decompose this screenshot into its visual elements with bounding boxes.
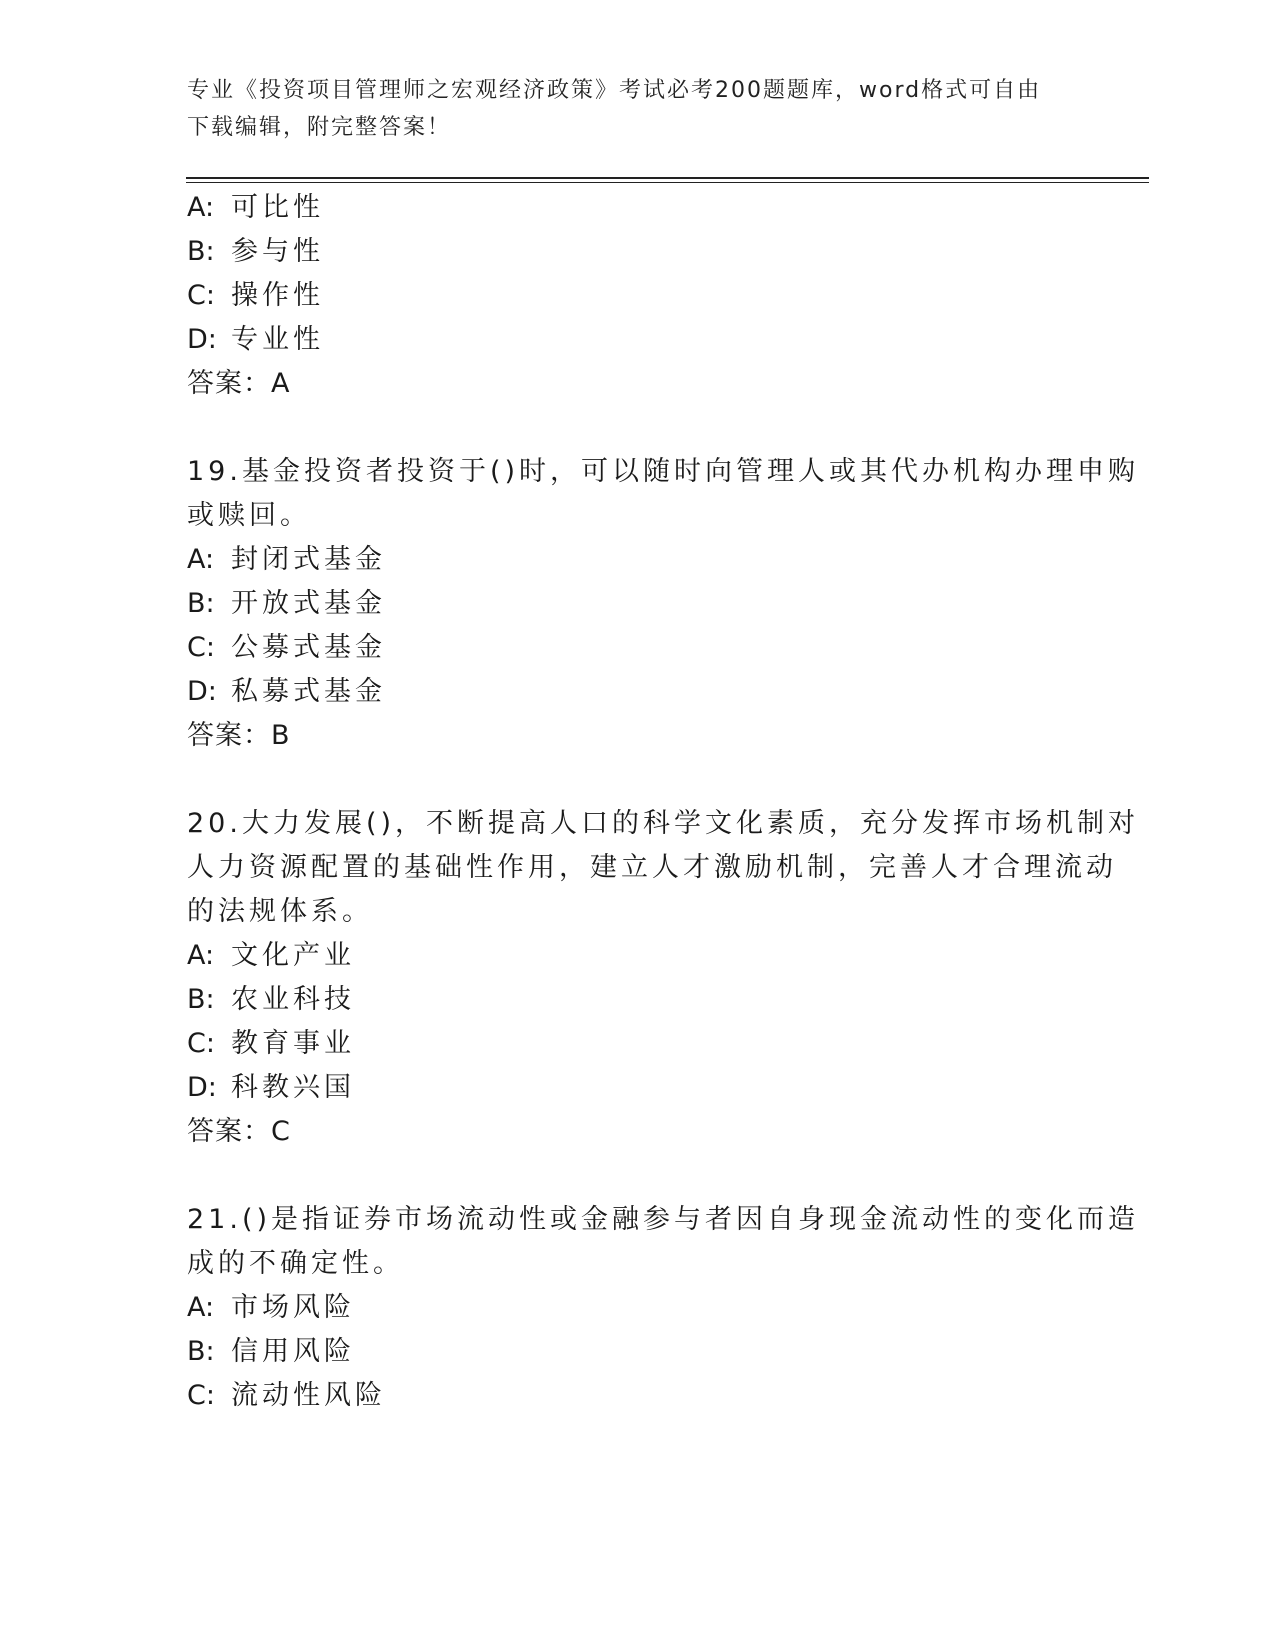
question-text: 或赎回。 — [187, 500, 311, 531]
option-d: D: 专业性 — [187, 324, 324, 355]
option-a: A: 可比性 — [187, 192, 324, 223]
option-c: C: 流动性风险 — [187, 1380, 386, 1411]
option-d: D: 科教兴国 — [187, 1072, 355, 1103]
option-c: C: 公募式基金 — [187, 632, 386, 663]
question-text: 人力资源配置的基础性作用，建立人才激励机制，完善人才合理流动 — [187, 852, 1117, 883]
option-b: B: 开放式基金 — [187, 588, 386, 619]
option-d: D: 私募式基金 — [187, 676, 386, 707]
header-divider-thin — [186, 182, 1149, 183]
option-a: A: 文化产业 — [187, 940, 355, 971]
option-b: B: 信用风险 — [187, 1336, 355, 1367]
option-b: B: 参与性 — [187, 236, 324, 267]
option-b: B: 农业科技 — [187, 984, 355, 1015]
document-header — [187, 72, 1067, 146]
option-a: A: 市场风险 — [187, 1292, 355, 1323]
question-text: 19.基金投资者投资于()时，可以随时向管理人或其代办机构办理申购 — [187, 456, 1140, 487]
answer-line: 答案：C — [187, 1116, 291, 1147]
answer-line: 答案：B — [187, 720, 291, 751]
option-c: C: 操作性 — [187, 280, 324, 311]
question-text: 成的不确定性。 — [187, 1248, 404, 1279]
header-divider-thick — [186, 177, 1149, 179]
question-text: 21.()是指证券市场流动性或金融参与者因自身现金流动性的变化而造 — [187, 1204, 1140, 1235]
answer-line: 答案：A — [187, 368, 291, 399]
question-text: 20.大力发展()，不断提高人口的科学文化素质，充分发挥市场机制对 — [187, 808, 1140, 839]
header-line-1: 专业《投资项目管理师之宏观经济政策》考试必考200题题库，word格式可自由 — [187, 78, 1042, 103]
option-c: C: 教育事业 — [187, 1028, 355, 1059]
header-line-2: 下载编辑，附完整答案！ — [187, 115, 452, 140]
option-a: A: 封闭式基金 — [187, 544, 386, 575]
question-text: 的法规体系。 — [187, 896, 373, 927]
